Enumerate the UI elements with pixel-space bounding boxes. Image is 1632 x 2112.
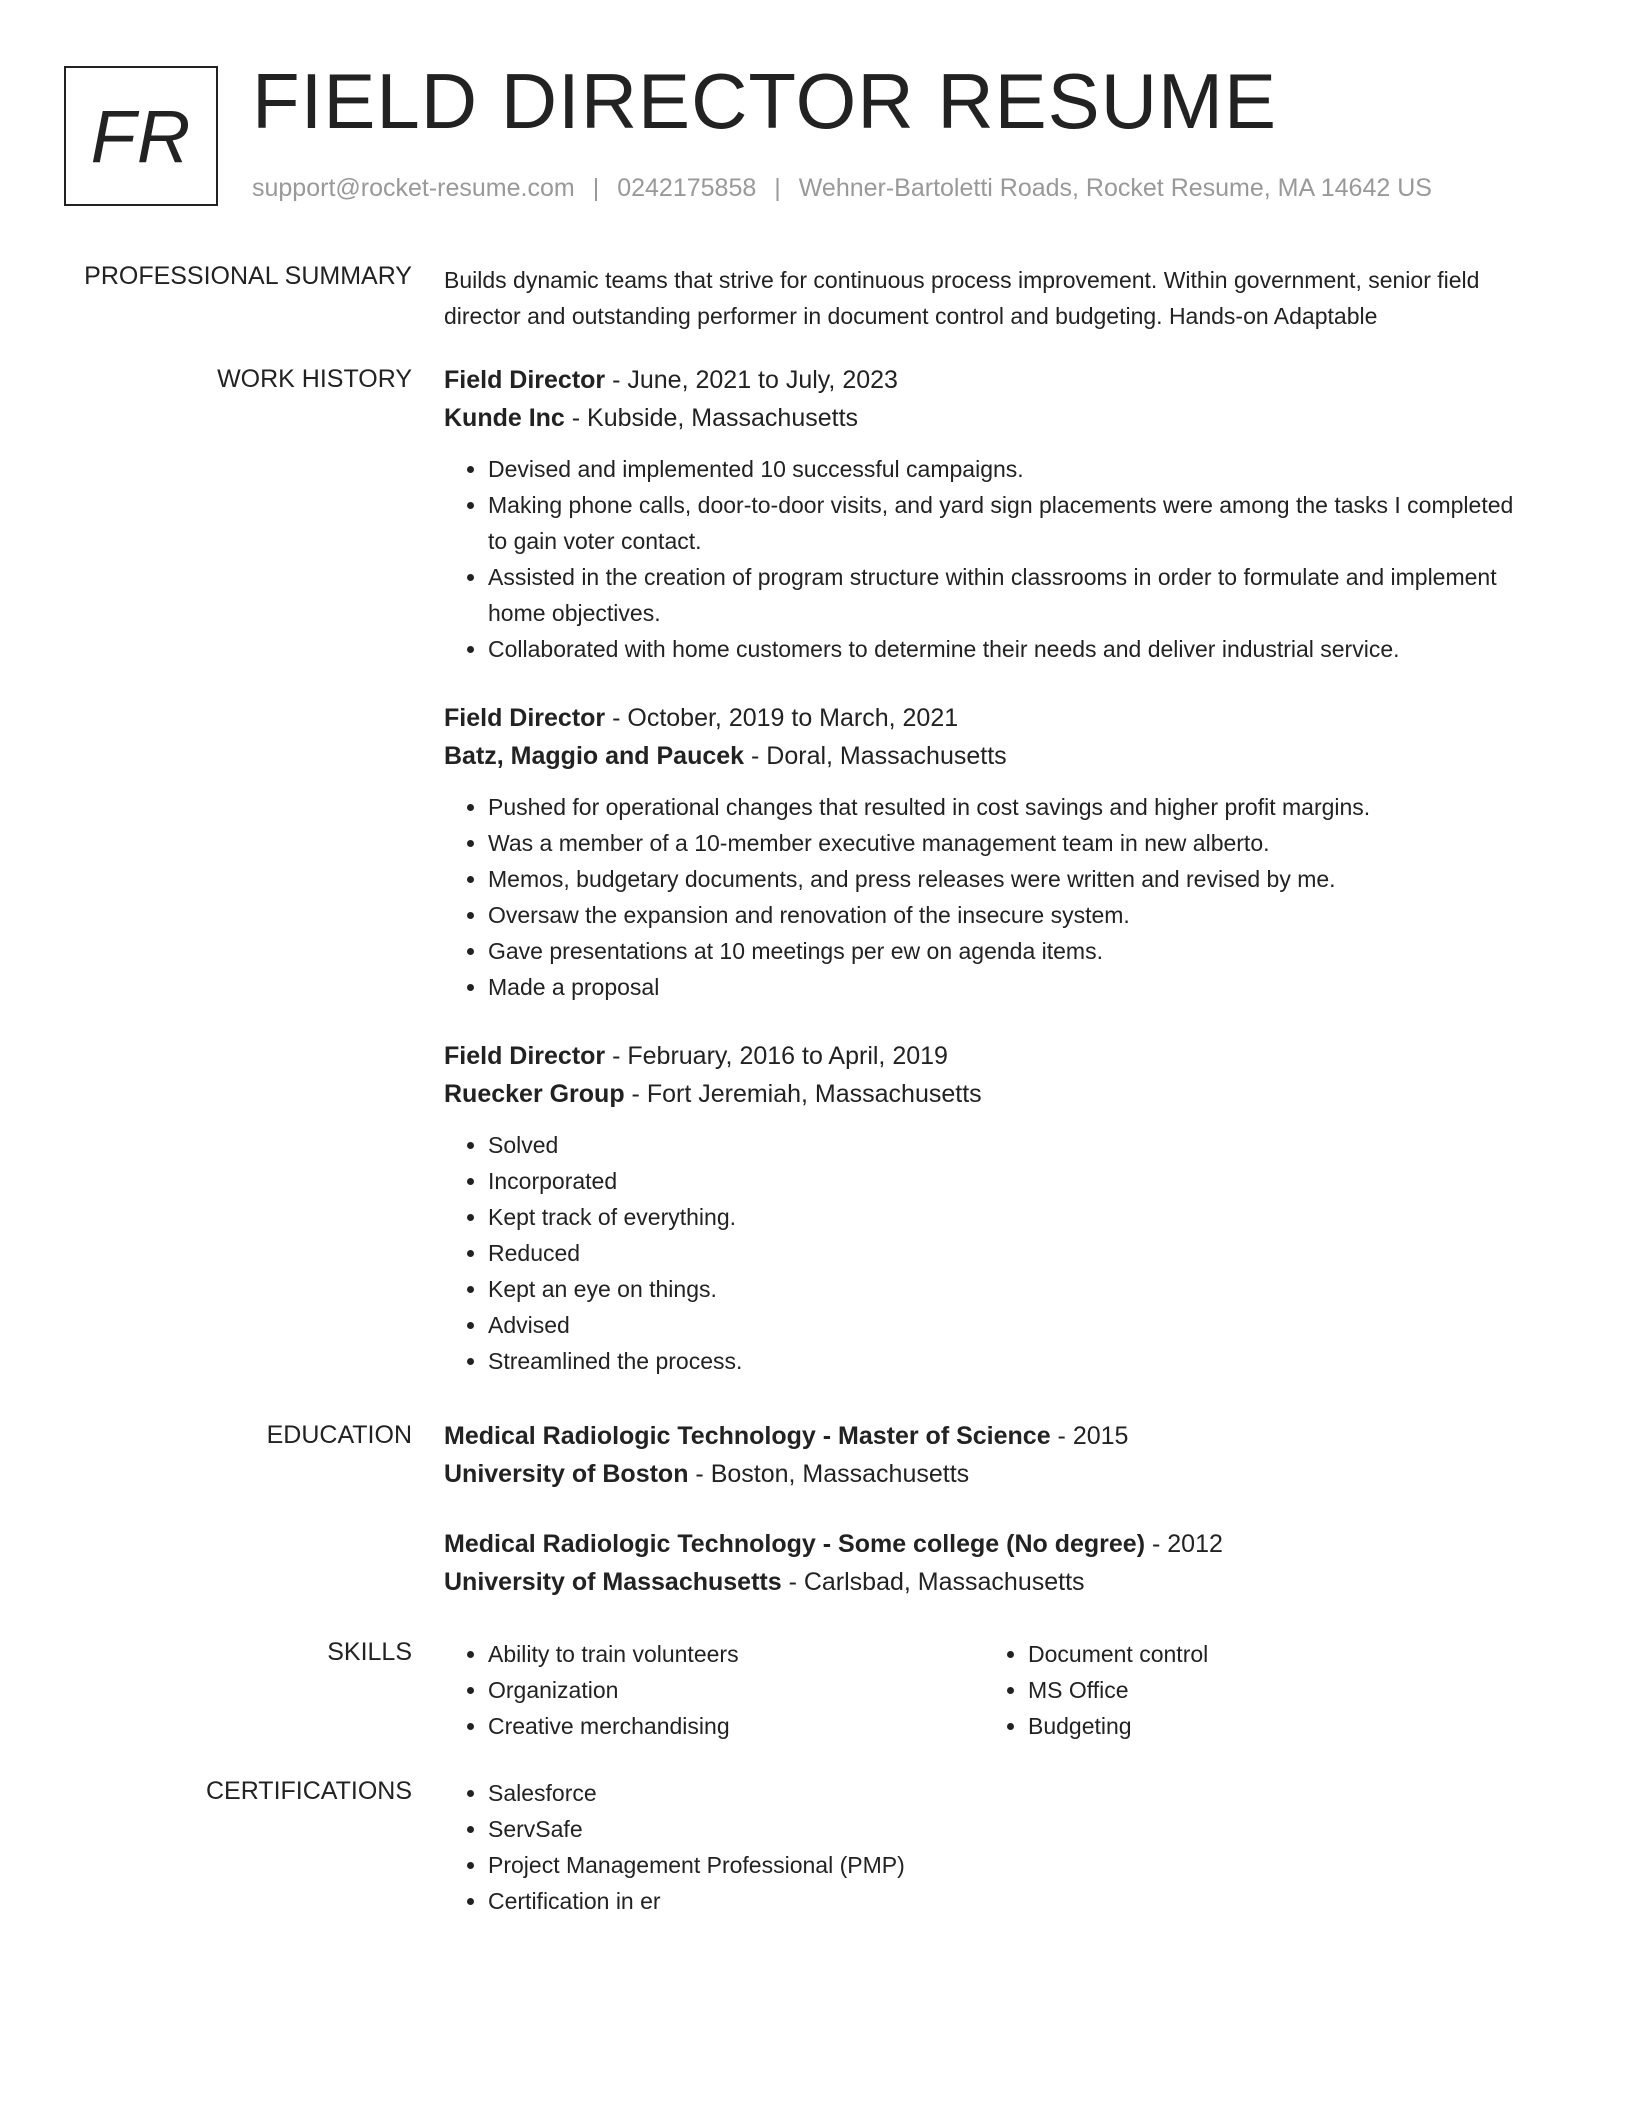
job-title: Field Director: [444, 366, 606, 394]
section-label-education: EDUCATION: [266, 1421, 412, 1449]
contact-separator: |: [774, 174, 781, 202]
edu-degree: Medical Radiologic Technology - Master of Science: [444, 1422, 1051, 1450]
summary-text: Builds dynamic teams that strive for continuous process improvement. Within government, senior field director and outstanding performer in document control and budgeting. Hands-on Adaptable: [444, 267, 1480, 329]
contact-line: [252, 174, 1432, 203]
list-item: • Memos, budgetary documents, and press releases were written and revised by me.: [488, 861, 1524, 897]
job-company-line: [444, 399, 1524, 437]
edu-degree-line: [444, 1417, 1524, 1455]
education-body: [444, 1417, 1524, 1633]
job-company: Kunde Inc: [444, 404, 565, 432]
job-location: - Fort Jeremiah, Massachusetts: [624, 1080, 982, 1108]
list-item: • Organization: [488, 1672, 984, 1708]
list-item: • Creative merchandising: [488, 1708, 984, 1744]
list-item: • MS Office: [1028, 1672, 1524, 1708]
edu-year: - 2012: [1145, 1530, 1223, 1558]
job-location: - Kubside, Massachusetts: [564, 404, 859, 432]
list-item: • Document control: [1028, 1636, 1524, 1672]
edu-degree-line: [444, 1525, 1524, 1563]
section-label-summary: PROFESSIONAL SUMMARY: [84, 262, 412, 290]
work-body: [444, 361, 1524, 1411]
list-item: • Project Management Professional (PMP): [488, 1847, 1524, 1883]
list-item: • Pushed for operational changes that resulted in cost savings and higher profit margins.: [488, 789, 1524, 825]
job-bullets: [444, 1127, 1524, 1379]
job-dates: - February, 2016 to April, 2019: [605, 1042, 948, 1070]
list-item: • Assisted in the creation of program structure within classrooms in order to formulate and implement home objectives.: [488, 559, 1524, 631]
list-item: • Ability to train volunteers: [488, 1636, 984, 1672]
list-item: • Gave presentations at 10 meetings per ew on agenda items.: [488, 933, 1524, 969]
monogram: FR: [64, 66, 218, 206]
skills-body: [444, 1636, 1524, 1744]
education-entry: [444, 1417, 1524, 1493]
job-company: Ruecker Group: [444, 1080, 625, 1108]
job-company-line: [444, 737, 1524, 775]
job-company-line: [444, 1075, 1524, 1113]
list-item: • ServSafe: [488, 1811, 1524, 1847]
job-title: Field Director: [444, 1042, 606, 1070]
list-item: • Advised: [488, 1307, 1524, 1343]
edu-degree: Medical Radiologic Technology - Some college (No degree): [444, 1530, 1146, 1558]
job-title-line: [444, 699, 1524, 737]
list-item: • Incorporated: [488, 1163, 1524, 1199]
section-label-work: WORK HISTORY: [217, 365, 412, 393]
edu-school: University of Massachusetts: [444, 1568, 782, 1596]
skills-grid: [444, 1636, 1524, 1744]
list-item: • Made a proposal: [488, 969, 1524, 1005]
skills-list: [444, 1636, 984, 1744]
edu-location: - Carlsbad, Massachusetts: [781, 1568, 1085, 1596]
list-item: • Streamlined the process.: [488, 1343, 1524, 1379]
certifications-list: [444, 1775, 1524, 1919]
list-item: • Was a member of a 10-member executive management team in new alberto.: [488, 825, 1524, 861]
edu-school-line: [444, 1455, 1524, 1493]
job-location: - Doral, Massachusetts: [744, 742, 1007, 770]
job-dates: - June, 2021 to July, 2023: [605, 366, 898, 394]
list-item: • Reduced: [488, 1235, 1524, 1271]
edu-year: - 2015: [1050, 1422, 1129, 1450]
education-entry: [444, 1525, 1524, 1601]
certifications-body: [444, 1775, 1524, 1919]
list-item: • Certification in er: [488, 1883, 1524, 1919]
skills-column-left: [444, 1636, 984, 1744]
section-label-skills: SKILLS: [327, 1638, 412, 1666]
job-entry: [444, 361, 1524, 667]
page-title: FIELD DIRECTOR RESUME: [252, 57, 1278, 145]
contact-phone: 0242175858: [617, 174, 757, 202]
list-item: • Budgeting: [1028, 1708, 1524, 1744]
list-item: • Kept an eye on things.: [488, 1271, 1524, 1307]
contact-separator: |: [592, 174, 600, 202]
skills-column-right: [984, 1636, 1524, 1744]
job-entry: [444, 699, 1524, 1005]
job-dates: - October, 2019 to March, 2021: [605, 704, 959, 732]
edu-school-line: [444, 1563, 1524, 1601]
job-bullets: [444, 789, 1524, 1005]
contact-address: Wehner-Bartoletti Roads, Rocket Resume, MA 14642 US: [798, 174, 1432, 202]
edu-location: - Boston, Massachusetts: [688, 1460, 970, 1488]
job-title-line: [444, 1037, 1524, 1075]
list-item: • Salesforce: [488, 1775, 1524, 1811]
job-bullets: [444, 451, 1524, 667]
list-item: • Oversaw the expansion and renovation of the insecure system.: [488, 897, 1524, 933]
list-item: • Solved: [488, 1127, 1524, 1163]
contact-email: support@rocket-resume.com: [252, 174, 575, 202]
job-company: Batz, Maggio and Paucek: [444, 742, 745, 770]
job-entry: [444, 1037, 1524, 1379]
summary-body: [444, 262, 1524, 334]
job-title: Field Director: [444, 704, 606, 732]
list-item: • Kept track of everything.: [488, 1199, 1524, 1235]
section-label-certifications: CERTIFICATIONS: [205, 1777, 412, 1805]
skills-list: [984, 1636, 1524, 1744]
list-item: • Making phone calls, door-to-door visits, and yard sign placements were among the tasks I completed to gain voter contact.: [488, 487, 1524, 559]
list-item: • Devised and implemented 10 successful campaigns.: [488, 451, 1524, 487]
list-item: • Collaborated with home customers to determine their needs and deliver industrial service.: [488, 631, 1524, 667]
job-title-line: [444, 361, 1524, 399]
edu-school: University of Boston: [444, 1460, 689, 1488]
